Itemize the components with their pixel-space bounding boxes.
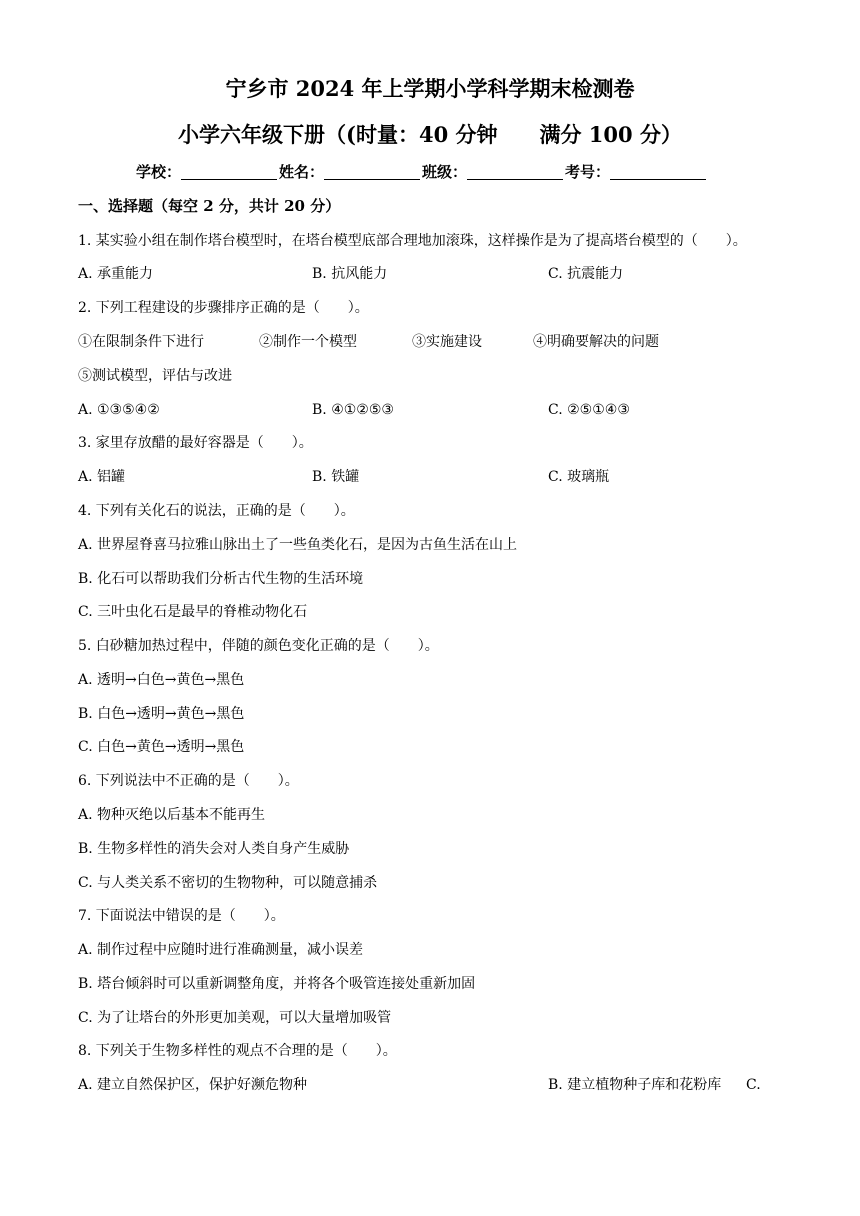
question-stem: 1. 某实验小组在制作塔台模型时，在塔台模型底部合理地加滚珠，这样操作是为了提高塔台模型的（ ）。 <box>78 233 747 249</box>
question-stem: 2. 下列工程建设的步骤排序正确的是（ ）。 <box>78 300 369 316</box>
option-b: B. 白色→透明→黄色→黑色 <box>78 706 245 722</box>
option-c: C. ②⑤①④③ <box>548 402 630 418</box>
option-b: B. 建立植物种子库和花粉库 <box>548 1077 722 1093</box>
name-label: 姓名： <box>279 163 325 181</box>
option-a: A. 铝罐 <box>78 469 126 485</box>
question-stem: 7. 下面说法中错误的是（ ）。 <box>78 908 285 924</box>
option-c: C. 白色→黄色→透明→黑色 <box>78 739 245 755</box>
exam-title: 宁乡市 2024 年上学期小学科学期末检测卷 <box>225 76 635 101</box>
option-b: B. 生物多样性的消失会对人类自身产生威胁 <box>78 841 350 857</box>
step-1: ①在限制条件下进行 <box>78 334 204 350</box>
step-4: ④明确要解决的问题 <box>533 334 659 350</box>
name-blank[interactable] <box>324 165 420 180</box>
school-label: 学校： <box>136 163 182 181</box>
option-a: A. 建立自然保护区，保护好濒危物种 <box>78 1077 308 1093</box>
exam-no-label: 考号： <box>565 163 611 181</box>
option-c: C. 抗震能力 <box>548 266 624 282</box>
class-blank[interactable] <box>467 165 563 180</box>
option-c: C. 三叶虫化石是最早的脊椎动物化石 <box>78 604 308 620</box>
question-stem: 5. 白砂糖加热过程中，伴随的颜色变化正确的是（ ）。 <box>78 638 439 654</box>
option-a: A. 制作过程中应随时进行准确测量，减小误差 <box>78 942 364 958</box>
class-label: 班级： <box>422 163 468 181</box>
option-c: C. 与人类关系不密切的生物物种，可以随意捕杀 <box>78 875 378 891</box>
exam-no-blank[interactable] <box>610 165 706 180</box>
question-stem: 8. 下列关于生物多样性的观点不合理的是（ ）。 <box>78 1043 397 1059</box>
option-c: C. 玻璃瓶 <box>548 469 610 485</box>
option-a: A. ①③⑤④② <box>78 402 160 418</box>
option-a: A. 物种灭绝以后基本不能再生 <box>78 807 266 823</box>
question-stem: 4. 下列有关化石的说法，正确的是（ ）。 <box>78 503 355 519</box>
option-c: C. 为了让塔台的外形更加美观，可以大量增加吸管 <box>78 1010 392 1026</box>
option-a: A. 承重能力 <box>78 266 154 282</box>
option-c: C. <box>746 1077 761 1093</box>
option-b: B. 塔台倾斜时可以重新调整角度，并将各个吸管连接处重新加固 <box>78 976 476 992</box>
school-blank[interactable] <box>181 165 277 180</box>
option-a: A. 世界屋脊喜马拉雅山脉出土了一些鱼类化石，是因为古鱼生活在山上 <box>78 537 518 553</box>
question-stem: 6. 下列说法中不正确的是（ ）。 <box>78 773 299 789</box>
step-2: ②制作一个模型 <box>259 334 357 350</box>
step-3: ③实施建设 <box>412 334 482 350</box>
option-b: B. 化石可以帮助我们分析古代生物的生活环境 <box>78 571 364 587</box>
option-b: B. 铁罐 <box>312 469 360 485</box>
option-b: B. 抗风能力 <box>312 266 388 282</box>
question-stem: 3. 家里存放醋的最好容器是（ ）。 <box>78 435 313 451</box>
option-a: A. 透明→白色→黄色→黑色 <box>78 672 245 688</box>
step-5: ⑤测试模型，评估与改进 <box>78 368 232 384</box>
exam-subtitle: 小学六年级下册（(时量：40 分钟 满分 100 分） <box>178 122 682 147</box>
option-b: B. ④①②⑤③ <box>312 402 394 418</box>
student-info-row <box>136 165 708 180</box>
section-title: 一、选择题（每空 2 分，共计 20 分） <box>78 197 341 215</box>
